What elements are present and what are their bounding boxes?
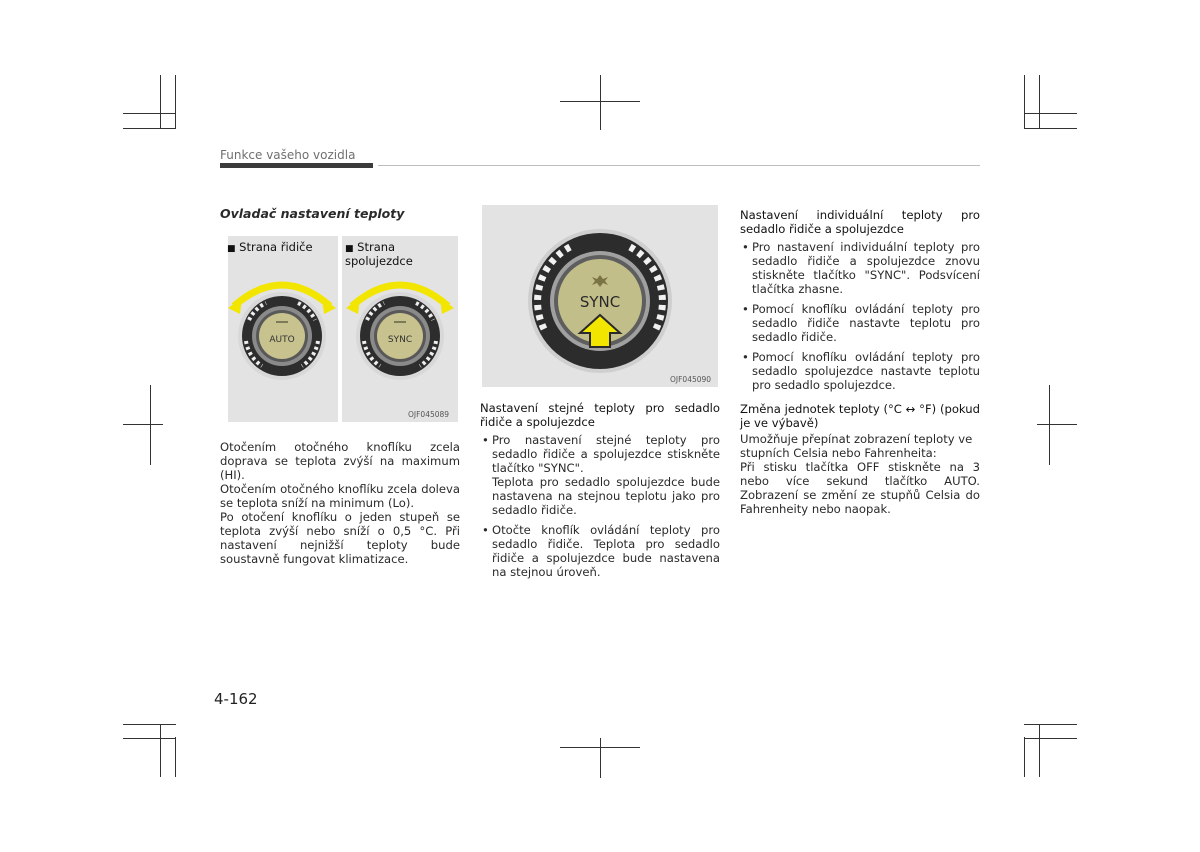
subsection-heading: Změna jednotek teploty (°C ↔ °F) (pokud je ve výbavě) <box>740 402 980 430</box>
section-title: Ovladač nastavení teploty <box>220 206 405 221</box>
paragraph: Při stisku tlačítka OFF stiskněte na 3 nebo více sekund tlačítko AUTO. Zobrazení se změní ze stupňů Celsia do Fahrenheity nebo naopak. <box>740 460 980 516</box>
col2-text <box>480 401 720 585</box>
col1-text <box>220 440 460 566</box>
list-item: • Pomocí knoflíku ovládání teploty pro sedadlo řidiče nastavte teplotu pro sedadlo řidiče. <box>740 302 980 344</box>
sync-button-text: SYNC <box>579 293 621 311</box>
paragraph: Po otočení knoflíku o jeden stupeň se teplota zvýší nebo sníží o 0,5 °C. Při nastavení nejnižší teploty bude soustavně fungovat klimatizace. <box>220 510 460 566</box>
figure-code: OJF045090 <box>670 375 712 384</box>
list-item: • Otočte knoflík ovládání teploty pro sedadlo řidiče. Teplota pro sedadlo řidiče a spolujezdce bude nastavena na stejnou úroveň. <box>480 523 720 579</box>
paragraph: Otočením otočného knoflíku zcela doleva se teplota sníží na minimum (Lo). <box>220 482 460 510</box>
driver-side-label: ■ Strana řidiče <box>227 240 313 254</box>
driver-knob <box>238 292 326 380</box>
paragraph: Otočením otočného knoflíku zcela doprava se teplota zvýší na maximum (HI). <box>220 440 460 482</box>
header-bar <box>220 163 373 168</box>
figure-sync-button <box>482 205 718 387</box>
knob-illustrations <box>220 236 458 422</box>
sync-knob-text: SYNC <box>387 335 413 345</box>
subsection-heading: Nastavení stejné teploty pro sedadlo řidiče a spolujezdce <box>480 401 720 429</box>
passenger-side-label: ■ Strana spolujezdce <box>345 240 413 268</box>
figure-knobs-driver-passenger <box>220 236 458 422</box>
list-item: • Pomocí knoflíku ovládání teploty pro sedadlo spolujezdce nastavte teplotu pro sedadlo spolujezdce. <box>740 350 980 392</box>
list-item: • Pro nastavení stejné teploty pro sedadlo řidiče a spolujezdce stiskněte tlačítko "SYNC". Teplota pro sedadlo spolujezdce bude nastavena na stejnou teplotu jako pro sedadlo řidiče. <box>480 433 720 517</box>
auto-knob-text: AUTO <box>269 335 295 345</box>
list-item: • Pro nastavení individuální teploty pro sedadlo řidiče a spolujezdce znovu stiskněte tlačítko "SYNC". Podsvícení tlačítka zhasne. <box>740 240 980 296</box>
figure-code: OJF045089 <box>408 410 450 419</box>
page-number: 4-162 <box>214 690 258 708</box>
subsection-heading: Nastavení individuální teploty pro sedadlo řidiče a spolujezdce <box>740 208 980 236</box>
col3-text <box>740 208 980 516</box>
passenger-knob <box>356 292 444 380</box>
running-header: Funkce vašeho vozidla <box>220 148 356 162</box>
header-rule <box>378 165 980 166</box>
paragraph: Umožňuje přepínat zobrazení teploty ve stupních Celsia nebo Fahrenheita: <box>740 432 973 460</box>
